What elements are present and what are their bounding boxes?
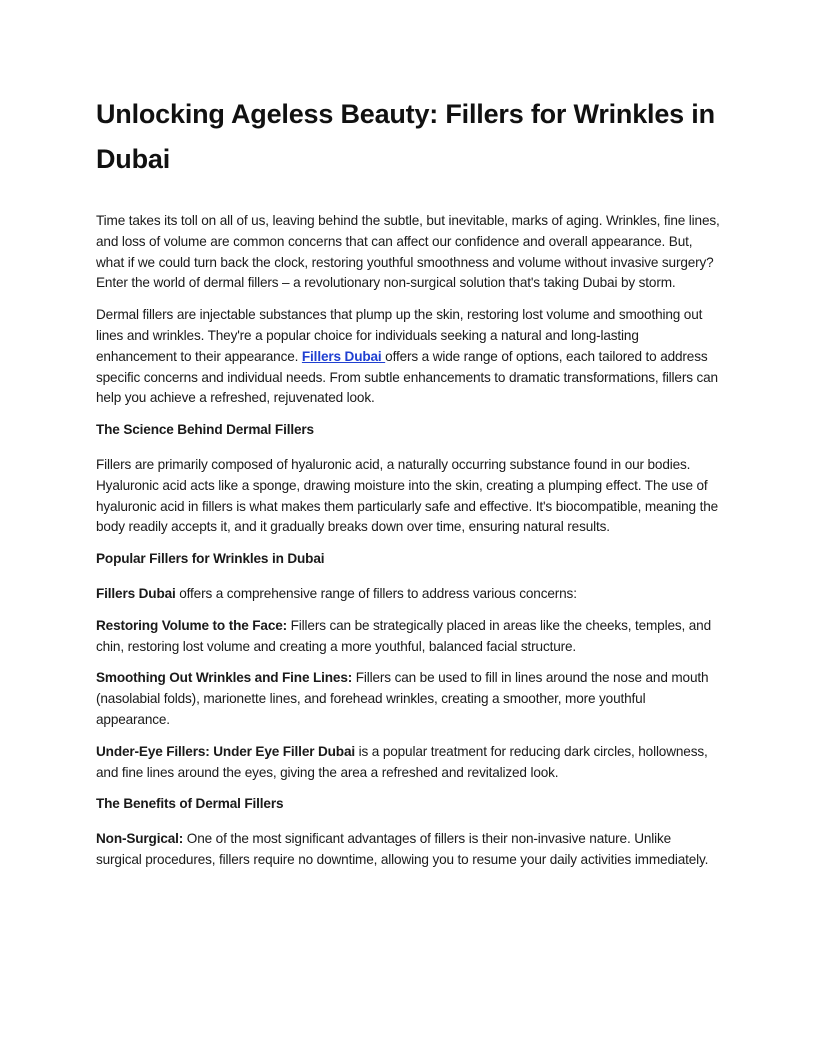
- intro-paragraph: Time takes its toll on all of us, leaving behind the subtle, but inevitable, marks of aging. Wrinkles, fine lines, and loss of volume are common concerns that can affect our confidence and overall appearance. But, what if we could turn back the clock, restoring youthful smoothness and volume without invasive surgery? Enter the world of dermal fillers – a revolutionary non-surgical solution that's taking Dubai by storm.: [96, 213, 720, 291]
- list-item-non-surgical: [96, 829, 720, 871]
- popular-intro-text: offers a comprehensive range of fillers to address various concerns:: [175, 585, 577, 601]
- fillers-dubai-link[interactable]: Fillers Dubai: [301, 348, 386, 364]
- list-item-text: One of the most significant advantages of fillers is their non-invasive nature. Unlike surgical procedures, fillers require no downtime, allowing you to resume your daily activities immediately.: [96, 831, 709, 867]
- fillers-overview-paragraph: [96, 305, 720, 409]
- list-item-bold: Non-Surgical:: [96, 831, 184, 847]
- document-page: [96, 92, 720, 882]
- popular-intro-bold: Fillers Dubai: [96, 585, 176, 601]
- list-item-under-eye-fillers: [96, 742, 720, 784]
- science-paragraph: Fillers are primarily composed of hyaluronic acid, a naturally occurring substance found in our bodies. Hyaluronic acid acts like a sponge, drawing moisture into the skin, creating a plumping effect. The use of hyaluronic acid in fillers is what makes them particularly safe and effective. It's biocompatible, meaning the body readily accepts it, and it gradually breaks down over time, ensuring natural results.: [96, 456, 719, 535]
- popular-intro-paragraph: [96, 584, 720, 605]
- list-item-bold: Restoring Volume to the Face:: [96, 617, 288, 633]
- science-heading: The Science Behind Dermal Fillers: [96, 422, 314, 438]
- list-item-bold: Under-Eye Fillers: Under Eye Filler Dubai: [96, 743, 356, 759]
- list-item-text: Fillers can be strategically placed in areas like the cheeks, temples, and chin, restoring lost volume and creating a more youthful, balanced facial structure.: [96, 617, 712, 654]
- overview-text-after: offers a wide range of options, each tailored to address specific concerns and individual needs. From subtle enhancements to dramatic transformations, fillers can help you achieve a refreshed, rejuvenated look.: [96, 348, 718, 406]
- list-item-bold: Smoothing Out Wrinkles and Fine Lines:: [96, 670, 353, 686]
- benefits-heading: The Benefits of Dermal Fillers: [96, 796, 284, 812]
- list-item-text: Fillers can be used to fill in lines around the nose and mouth (nasolabial folds), marionette lines, and forehead wrinkles, creating a smoother, more youthful appearance.: [96, 670, 709, 727]
- overview-text-before: Dermal fillers are injectable substances that plump up the skin, restoring lost volume and smoothing out lines and wrinkles. They're a popular choice for individuals seeking a natural and long-lasting enhancement to their appearance.: [96, 307, 703, 364]
- popular-heading: Popular Fillers for Wrinkles in Dubai: [96, 551, 325, 567]
- list-item-text: is a popular treatment for reducing dark circles, hollowness, and fine lines around the eyes, giving the area a refreshed and revitalized look.: [96, 743, 708, 780]
- list-item-smoothing-wrinkles: [96, 668, 720, 730]
- page-title: Unlocking Ageless Beauty: Fillers for Wrinkles in Dubai: [96, 99, 715, 174]
- list-item-restoring-volume: [96, 616, 720, 658]
